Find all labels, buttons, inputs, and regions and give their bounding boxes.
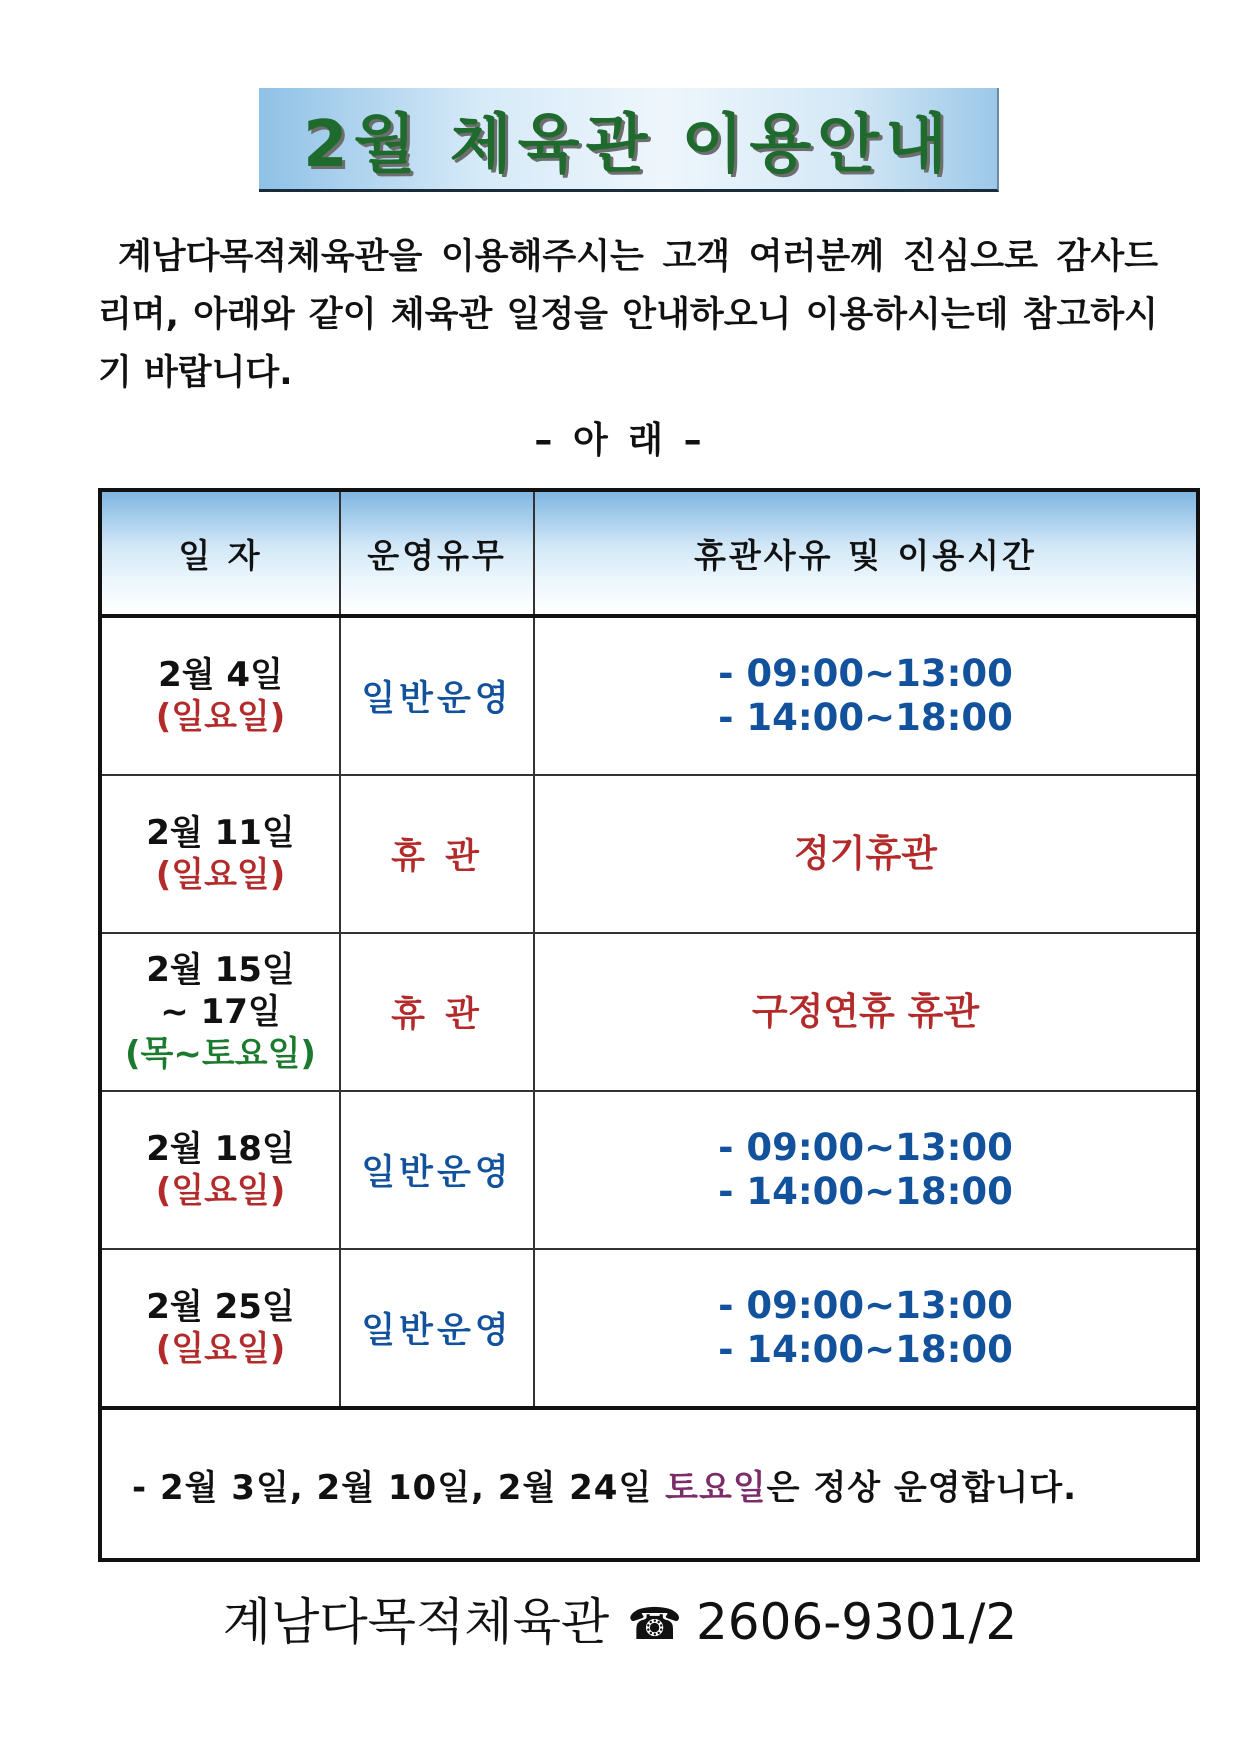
section-heading: – 아 래 – — [534, 420, 706, 461]
note-highlight: 토요일 — [665, 1467, 767, 1508]
time-slot: - 09:00~13:00 — [718, 1284, 1013, 1327]
table-row — [100, 933, 1198, 1091]
day-text: (목~토요일) — [125, 1034, 316, 1074]
day-text: (일요일) — [155, 1171, 286, 1211]
date-cell — [100, 775, 340, 933]
status-cell: 휴 관 — [340, 933, 534, 1091]
time-slot: - 14:00~18:00 — [718, 1170, 1013, 1213]
page-title: 2월 체육관 이용안내 — [303, 107, 953, 182]
note-suffix: 은 정상 운영합니다. — [766, 1467, 1078, 1508]
status-cell: 일반운영 — [340, 616, 534, 775]
date-cell — [100, 1091, 340, 1249]
day-text: (일요일) — [155, 1329, 286, 1369]
date-cell — [100, 933, 340, 1091]
status-cell: 휴 관 — [340, 775, 534, 933]
time-slot: - 14:00~18:00 — [718, 696, 1013, 739]
table-header-row — [100, 490, 1198, 616]
status-cell: 일반운영 — [340, 1249, 534, 1408]
day-text: (일요일) — [155, 697, 286, 737]
date-text: 2월 25일 — [146, 1287, 295, 1327]
note-row — [100, 1408, 1198, 1560]
phone-number: 2606-9301/2 — [696, 1593, 1018, 1651]
note-cell — [100, 1408, 1198, 1560]
footer-contact — [0, 1582, 1240, 1654]
detail-cell — [534, 1249, 1198, 1408]
header-date: 일 자 — [100, 490, 340, 616]
table-row — [100, 1249, 1198, 1408]
note-prefix: - 2월 3일, 2월 10일, 2월 24일 — [132, 1467, 666, 1508]
time-slot: - 14:00~18:00 — [718, 1328, 1013, 1371]
time-slot: - 09:00~13:00 — [718, 652, 1013, 695]
table-row — [100, 1091, 1198, 1249]
detail-cell — [534, 933, 1198, 1091]
date-cell — [100, 1249, 340, 1408]
closure-reason: 구정연휴 휴관 — [751, 990, 980, 1033]
date-text: 2월 11일 — [146, 813, 295, 853]
table-row — [100, 616, 1198, 775]
facility-name: 계남다목적체육관 — [222, 1593, 610, 1651]
date-range-end: ~ 17일 — [160, 992, 281, 1032]
detail-cell — [534, 775, 1198, 933]
closure-reason: 정기휴관 — [794, 832, 937, 875]
status-cell: 일반운영 — [340, 1091, 534, 1249]
header-status: 운영유무 — [340, 490, 534, 616]
phone-icon: ☎ — [627, 1599, 682, 1650]
intro-text: 계남다목적체육관을 이용해주시는 고객 여러분께 진심으로 감사드리며, 아래와 같이 체육관 일정을 안내하오니 이용하시는데 참고하시기 바랍니다. — [98, 237, 1158, 393]
detail-cell — [534, 1091, 1198, 1249]
intro-paragraph — [98, 228, 1158, 402]
date-text: 2월 18일 — [146, 1129, 295, 1169]
table-row — [100, 775, 1198, 933]
date-text: 2월 4일 — [158, 655, 283, 695]
title-banner — [259, 88, 999, 192]
detail-cell — [534, 616, 1198, 775]
header-detail: 휴관사유 및 이용시간 — [534, 490, 1198, 616]
day-text: (일요일) — [155, 855, 286, 895]
schedule-table — [98, 488, 1200, 1562]
date-cell — [100, 616, 340, 775]
date-text: 2월 15일 — [146, 950, 295, 990]
time-slot: - 09:00~13:00 — [718, 1126, 1013, 1169]
